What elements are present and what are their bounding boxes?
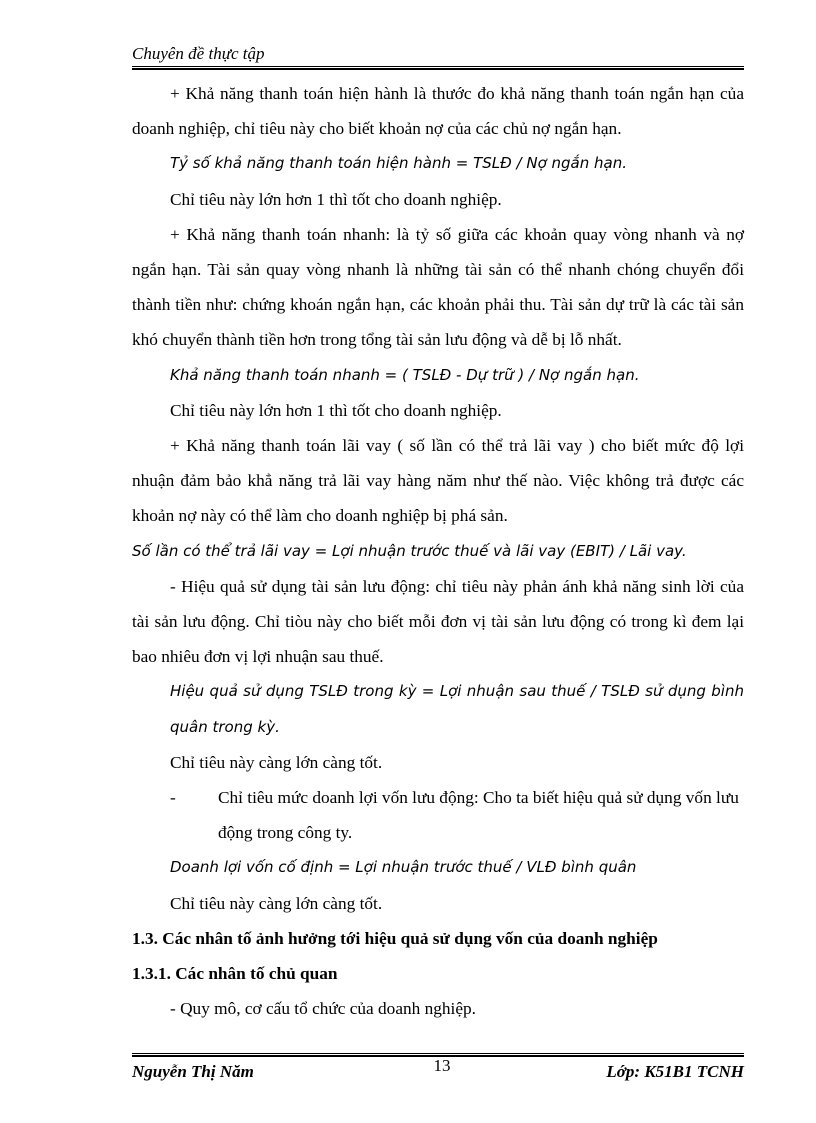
dash-marker: -	[170, 788, 176, 808]
paragraph: + Khả năng thanh toán hiện hành là thước đo khả năng thanh toán ngắn hạn của doanh nghiệp, chỉ tiêu này cho biết khoản nợ của các chủ nợ ngắn hạn.	[132, 84, 744, 139]
formula: Tỷ số khả năng thanh toán hiện hành = TSLĐ / Nợ ngắn hạn.	[170, 154, 627, 173]
paragraph: - Hiệu quả sử dụng tài sản lưu động: chỉ tiêu này phản ánh khả năng sinh lời của tài sản lưu động. Chỉ tiòu này cho biết mỗi đơn vị tài sản lưu động có trong kì đem lại bao nhiêu đơn vị lợi nhuận sau thuế.	[132, 576, 744, 667]
page-number: 13	[433, 1056, 451, 1075]
section-heading: 1.3. Các nhân tố ảnh hưởng tới hiệu quả sử dụng vốn của doanh nghiệp	[132, 928, 658, 948]
paragraph: Chỉ tiêu này càng lớn càng tốt.	[170, 752, 383, 772]
paragraph: - Quy mô, cơ cấu tổ chức của doanh nghiệp.	[170, 999, 476, 1019]
formula: Hiệu quả sử dụng TSLĐ trong kỳ = Lợi nhuận sau thuế / TSLĐ sử dụng bình quân trong kỳ.	[170, 682, 744, 736]
paragraph: Chỉ tiêu này lớn hơn 1 thì tốt cho doanh nghiệp.	[170, 400, 502, 420]
header-title: Chuyên đề thực tập	[132, 44, 265, 63]
formula: Doanh lợi vốn cố định = Lợi nhuận trước thuế / VLĐ bình quân	[170, 858, 637, 877]
body-text	[132, 76, 744, 1026]
paragraph: Chỉ tiêu mức doanh lợi vốn lưu động: Cho ta biết hiệu quả sử dụng vốn lưu động trong công ty.	[218, 788, 739, 843]
paragraph: Chỉ tiêu này càng lớn càng tốt.	[170, 893, 383, 913]
footer-class-label: Lớp: K51B1 TCNH	[606, 1062, 744, 1081]
footer-author: Nguyễn Thị Năm	[132, 1062, 254, 1081]
dash-list-item	[132, 780, 744, 850]
header-rule	[132, 66, 744, 70]
paragraph: + Khả năng thanh toán nhanh: là tỷ số giữa các khoản quay vòng nhanh và nợ ngắn hạn. Tài sản quay vòng nhanh là những tài sản có thể nhanh chóng chuyển đổi thành tiền như: chứng khoán ngắn hạn, các khoản phải thu. Tài sản dự trữ là các tài sản khó chuyển thành tiền hơn trong tổng tài sản lưu động và dễ bị lỗ nhất.	[132, 224, 744, 350]
formula: Khả năng thanh toán nhanh = ( TSLĐ - Dự trữ ) / Nợ ngắn hạn.	[170, 365, 640, 384]
paragraph: + Khả năng thanh toán lãi vay ( số lần có thể trả lãi vay ) cho biết mức độ lợi nhuận đảm bảo khẳ năng trả lãi vay hàng năm như thế nào. Việc không trả được các khoản nợ này có thể làm cho doanh nghiệp bị phá sản.	[132, 436, 744, 526]
subsection-heading: 1.3.1. Các nhân tố chủ quan	[132, 964, 338, 984]
formula: Số lần có thể trả lãi vay = Lợi nhuận trước thuế và lãi vay (EBIT) / Lãi vay.	[132, 541, 687, 560]
paragraph: Chỉ tiêu này lớn hơn 1 thì tốt cho doanh nghiệp.	[170, 189, 502, 209]
